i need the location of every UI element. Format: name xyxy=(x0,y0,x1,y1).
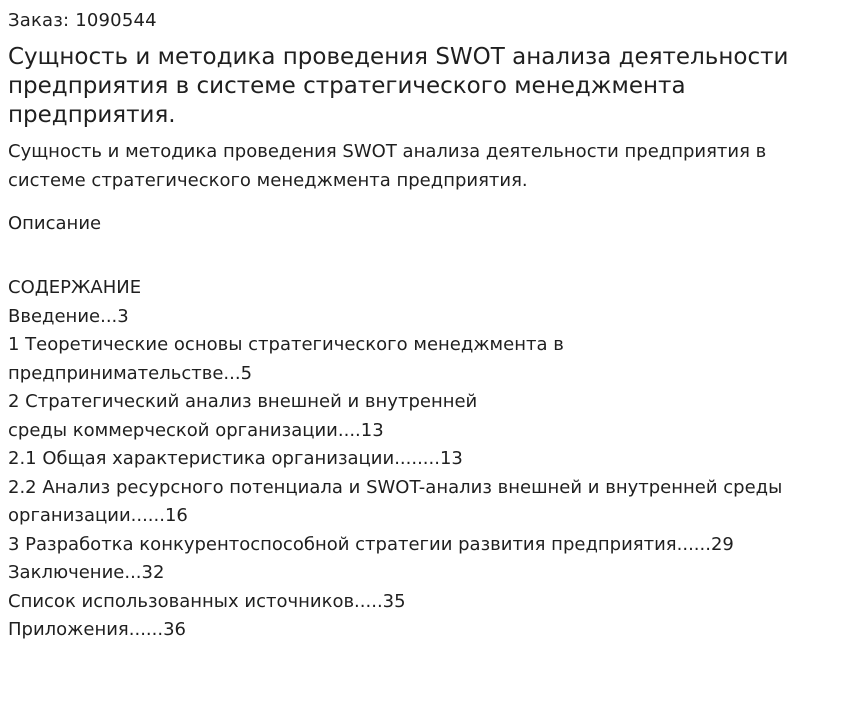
title-line: предприятия в системе стратегического менеджмента xyxy=(8,73,686,99)
page-subtitle xyxy=(8,138,839,195)
title-line: Сущность и методика проведения SWOT анализа деятельности xyxy=(8,44,789,70)
order-number: Заказ: 1090544 xyxy=(8,10,157,31)
table-of-contents xyxy=(8,274,839,645)
toc-line: 1 Теоретические основы стратегического менеджмента в xyxy=(8,334,564,355)
toc-line: среды коммерческой организации....13 xyxy=(8,419,384,441)
toc-line: Приложения......36 xyxy=(8,619,186,640)
toc-line: 2 Стратегический анализ внешней и внутренней xyxy=(8,391,478,412)
description-label: Описание xyxy=(8,213,102,234)
subtitle-line: системе стратегического менеджмента предприятия. xyxy=(8,169,528,191)
toc-line: организации......16 xyxy=(8,505,188,526)
toc-heading: СОДЕРЖАНИЕ xyxy=(8,277,142,298)
toc-line: Заключение...32 xyxy=(8,562,165,583)
toc-line: 3 Разработка конкурентоспособной стратегии развития предприятия......29 xyxy=(8,533,734,555)
subtitle-line: Сущность и методика проведения SWOT анализа деятельности предприятия в xyxy=(8,141,767,162)
toc-line: Введение...3 xyxy=(8,305,129,327)
toc-line: предпринимательстве...5 xyxy=(8,362,253,384)
title-line: предприятия. xyxy=(8,102,176,128)
page-title xyxy=(8,43,839,130)
toc-line: 2.2 Анализ ресурсного потенциала и SWOT-анализ внешней и внутренней среды xyxy=(8,476,783,498)
toc-line: Список использованных источников.....35 xyxy=(8,590,406,612)
toc-line: 2.1 Общая характеристика организации........13 xyxy=(8,448,463,469)
